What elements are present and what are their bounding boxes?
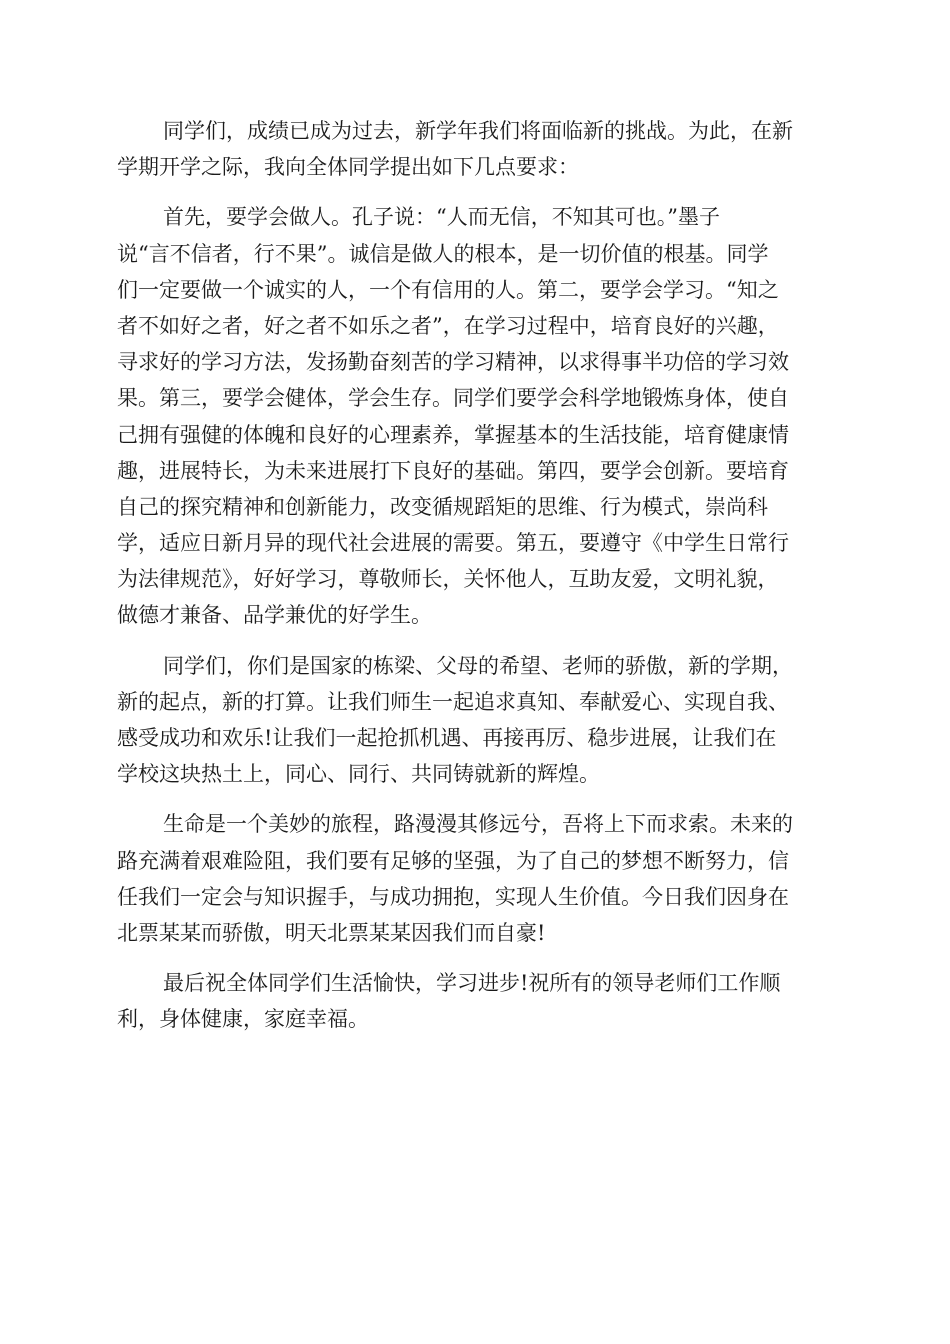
paragraph-line: 者不如好之者，好之者不如乐之者”，在学习过程中，培育良好的兴趣，: [117, 313, 779, 338]
paragraph-line: 做德才兼备、品学兼优的好学生。: [117, 603, 432, 628]
paragraph-life-journey: [117, 806, 833, 951]
paragraph-line: 为法律规范》，好好学习，尊敬师长，关怀他人，互助友爱，文明礼貌，: [117, 567, 779, 592]
paragraph-line: 任我们一定会与知识握手，与成功拥抱，实现人生价值。今日我们因身在: [117, 884, 789, 909]
paragraph-line: 北票某某而骄傲，明天北票某某因我们而自豪!: [117, 920, 546, 945]
paragraph-line: 果。第三，要学会健体，学会生存。同学们要学会科学地锻炼身体，使自: [117, 386, 789, 411]
paragraph-line: 学，适应日新月异的现代社会进展的需要。第五，要遵守《中学生日常行: [117, 531, 789, 556]
paragraph-line: 生命是一个美妙的旅程，路漫漫其修远兮，吾将上下而求索。未来的: [163, 812, 793, 837]
paragraph-line: 们一定要做一个诚实的人，一个有信用的人。第二，要学会学习。“知之: [117, 277, 779, 302]
document-body: [117, 113, 833, 1052]
paragraph-line: 自己的探究精神和创新能力，改变循规蹈矩的思维、行为模式，崇尚科: [117, 494, 768, 519]
paragraph-closing-wishes: [117, 965, 833, 1037]
paragraph-line: 首先，要学会做人。孔子说：“人而无信，不知其可也。”墨子: [163, 205, 720, 230]
paragraph-line: 同学们，成绩已成为过去，新学年我们将面临新的挑战。为此，在新: [163, 119, 793, 143]
paragraph-requirements: [117, 199, 833, 633]
paragraph-line: 学校这块热土上，同心、同行、共同铸就新的辉煌。: [117, 762, 600, 787]
paragraph-line: 利，身体健康，家庭幸福。: [117, 1007, 369, 1032]
paragraph-line: 路充满着艰难险阻，我们要有足够的坚强，为了自己的梦想不断努力，信: [117, 848, 789, 873]
paragraph-intro: [117, 113, 833, 185]
paragraph-line: 学期开学之际，我向全体同学提出如下几点要求：: [117, 155, 579, 180]
paragraph-line: 感受成功和欢乐!让我们一起抢抓机遇、再接再厉、稳步进展，让我们在: [117, 726, 777, 750]
paragraph-line: 新的起点，新的打算。让我们师生一起追求真知、奉献爱心、实现自我、: [117, 689, 789, 714]
paragraph-line: 己拥有强健的体魄和良好的心理素养，掌握基本的生活技能，培育健康情: [117, 422, 789, 447]
paragraph-line: 趣，进展特长，为未来进展打下良好的基础。第四，要学会创新。要培育: [117, 458, 789, 483]
paragraph-encouragement: [117, 648, 833, 793]
paragraph-line: 说“言不信者，行不果”。诚信是做人的根本，是一切价值的根基。同学: [117, 241, 769, 266]
paragraph-line: 同学们，你们是国家的栋梁、父母的希望、老师的骄傲，新的学期，: [163, 653, 793, 678]
paragraph-line: 寻求好的学习方法，发扬勤奋刻苦的学习精神，以求得事半功倍的学习效: [117, 350, 789, 375]
paragraph-line: 最后祝全体同学们生活愉快，学习进步!祝所有的领导老师们工作顺: [163, 971, 781, 996]
